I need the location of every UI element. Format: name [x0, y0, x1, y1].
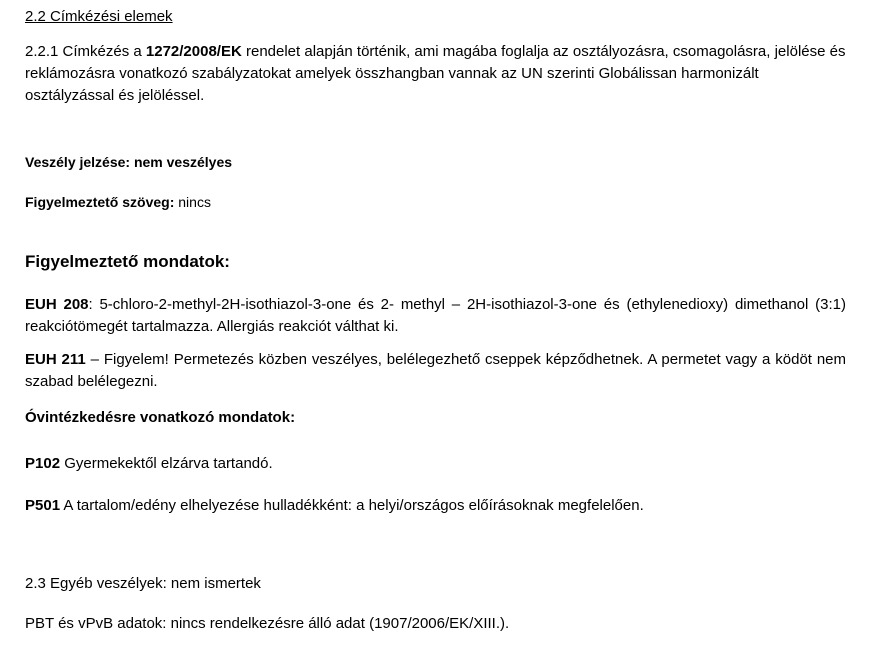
text-segment: PBT és vPvB adatok: nincs rendelkezésre álló adat (1907/2006/EK/XIII.).: [25, 615, 510, 632]
text-segment: 2.2.1 Címkézés a: [25, 43, 146, 60]
text-segment: EUH 208: [25, 296, 89, 313]
hazard-indication-line: [25, 153, 846, 172]
text-segment: 1272/2008/EK: [145, 43, 242, 60]
text-segment: 2.2 Címkézési elemek: [25, 8, 173, 25]
text-segment: Óvintézkedésre vonatkozó mondatok:: [25, 409, 296, 426]
text-segment: 2.3 Egyéb veszélyek: nem ismertek: [25, 575, 261, 592]
text-segment: A tartalom/edény elhelyezése hulladékként: a helyi/országos előírásoknak megfelelően.: [60, 497, 644, 514]
text-segment: Veszély jelzése: nem veszélyes: [25, 154, 233, 170]
pbt-vpvb-line: [25, 613, 846, 635]
text-segment: Gyermekektől elzárva tartandó.: [60, 455, 273, 472]
text-segment: – Figyelem! Permetezés közben veszélyes, belélegezhető cseppek képződhetnek. A permetet vagy a ködöt nem szabad belélegezni.: [25, 351, 846, 390]
precautionary-statements-heading: [25, 407, 846, 428]
text-segment: P501: [25, 497, 61, 514]
text-segment: Figyelmeztető szöveg:: [25, 194, 175, 210]
signal-word-line: [25, 193, 846, 212]
text-segment: P102: [25, 455, 61, 472]
text-segment: nincs: [174, 194, 211, 210]
text-segment: rendelet alapján történik, ami magába foglalja az osztályozásra, csomagolásra, jelölése és reklámozásra vonatkozó szabályzatokat amelyek összhangban vannak az UN szerinti Globálissan harmonizált osztályzással és jelöléssel.: [25, 43, 846, 104]
paragraph-labelling-regulation: [25, 41, 846, 107]
p102-statement: [25, 453, 846, 475]
text-segment: Figyelmeztető mondatok:: [25, 252, 230, 271]
text-segment: EUH 211: [25, 351, 86, 368]
text-segment: : 5-chloro-2-methyl-2H-isothiazol-3-one és 2- methyl – 2H-isothiazol-3-one és (ethylenedioxy) dimethanol (3:1) reakciótömegét tartalmazza. Allergiás reakciót válthat ki.: [25, 296, 846, 335]
section-heading-labelling-elements: [25, 6, 846, 27]
p501-statement: [25, 495, 846, 517]
euh-208-paragraph: [25, 294, 846, 338]
other-hazards-line: [25, 573, 846, 595]
euh-211-paragraph: [25, 349, 846, 393]
document-page: [0, 6, 872, 654]
warning-statements-heading: [25, 250, 846, 273]
